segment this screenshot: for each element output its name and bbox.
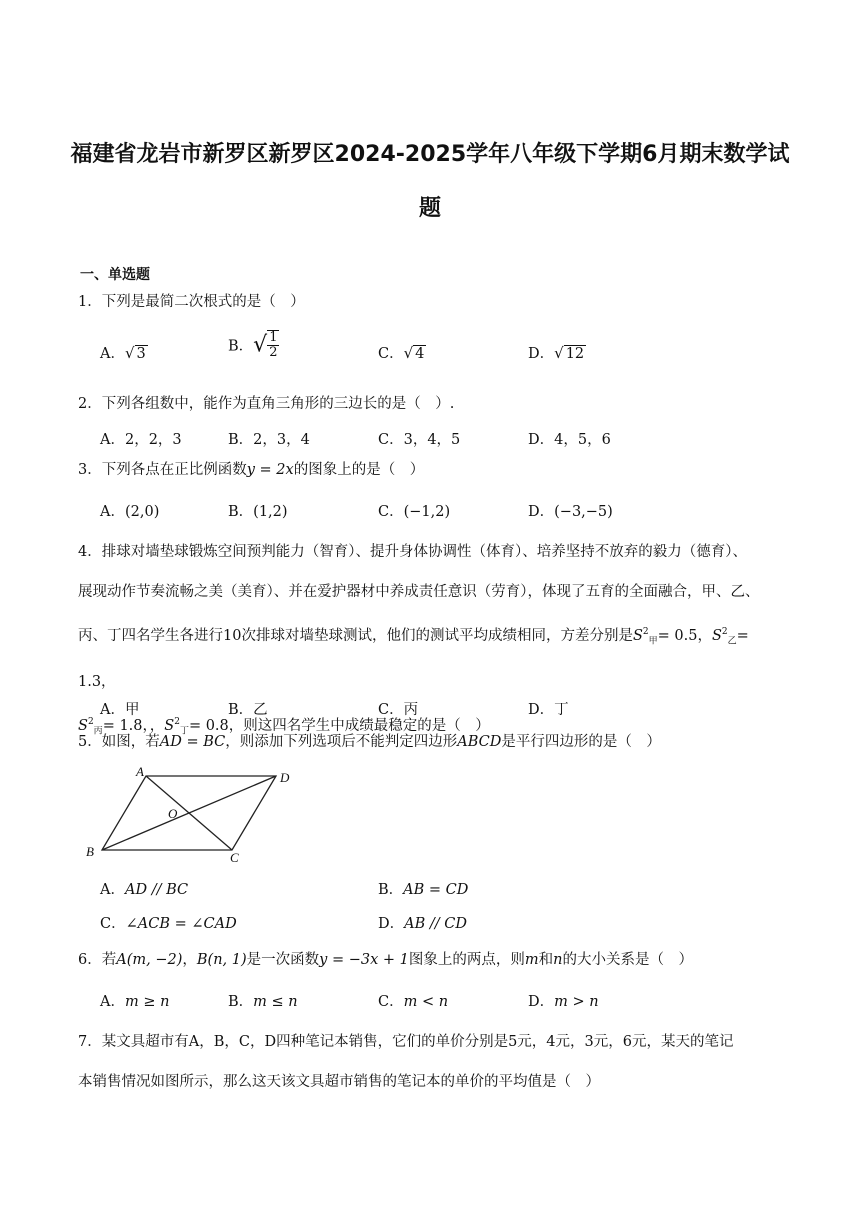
q1-option-b: B．√ $\frac{1}{2}$ bbox=[228, 330, 278, 360]
q3-option-d: D．(−3,−5) bbox=[528, 504, 613, 520]
q1-b-fraction: $\frac{1}{2}$ bbox=[269, 330, 278, 360]
title-line-1: 福建省龙岩市新罗区新罗区2024-2025学年八年级下学期6月期末数学试 bbox=[70, 142, 790, 167]
q2-option-a: A．2，2，3 bbox=[100, 432, 182, 448]
q2-option-b: B．2，3，4 bbox=[228, 432, 310, 448]
q2-option-d: D．4，5，6 bbox=[528, 432, 611, 448]
vertex-label-d: D bbox=[280, 770, 290, 785]
q5-option-b: B．AB = CD bbox=[378, 882, 469, 898]
question-1-stem: 1．下列是最简二次根式的是（ ） bbox=[78, 294, 305, 310]
q1-option-d: D．√ 12 bbox=[528, 344, 585, 362]
q1-option-a: A．√ 3 bbox=[100, 344, 146, 362]
q1-option-c: C．√ 4 bbox=[378, 344, 425, 362]
q1-a-radicand: 3 bbox=[136, 346, 146, 362]
center-label-o: O bbox=[168, 806, 178, 821]
vertex-label-c: C bbox=[230, 850, 239, 864]
q4-option-c: C．丙 bbox=[378, 702, 419, 718]
q5-option-c: C．∠ACB = ∠CAD bbox=[100, 916, 237, 932]
vertex-label-b: B bbox=[86, 844, 94, 859]
question-2-stem: 2．下列各组数中，能作为直角三角形的三边长的是（ ）. bbox=[78, 396, 455, 412]
q6-option-d: D．m > n bbox=[528, 994, 599, 1010]
q5-option-a: A．AD // BC bbox=[100, 882, 189, 898]
q6-option-b: B．m ≤ n bbox=[228, 994, 298, 1010]
q4-option-a: A．甲 bbox=[100, 702, 140, 718]
diagonal-bd bbox=[102, 776, 276, 850]
q3-option-c: C．(−1,2) bbox=[378, 504, 451, 520]
question-6-stem: 6．若A(m, −2)，B(n, 1)是一次函数y = −3x + 1图象上的两点，则m和n的大小关系是（ ） bbox=[78, 952, 693, 968]
q4-option-b: B．乙 bbox=[228, 702, 268, 718]
q2-option-c: C．3，4，5 bbox=[378, 432, 461, 448]
question-3-stem: 3．下列各点在正比例函数y = 2x的图象上的是（ ） bbox=[78, 462, 425, 478]
title-line-2: 题 bbox=[418, 196, 441, 221]
vertex-label-a: A bbox=[136, 764, 144, 779]
question-4-stem: 4．排球对墙垫球锻炼空间预判能力（智育）、提升身体协调性（体育）、培养坚持不放弃的毅力（德育）、 展现动作节奏流畅之美（美育）、并在爱护器材中养成责任意识（劳育），体现了五育的全面融合，甲、乙、 丙、丁四名学生各进行10次排球对墙垫球测试，他们的测试平均成绩相同，方差分别是$S^2_甲= 0.5$，$S^2_乙= 1.3$， $S^2_丙= 1.8$，，$S^2_丁= 0.8$，则这四名学生中成绩最稳定的是（ ） bbox=[78, 544, 760, 737]
q3-option-b: B．(1,2) bbox=[228, 504, 288, 520]
question-7-stem: 7．某文具超市有A，B，C，D四种笔记本销售，它们的单价分别是5元，4元，3元，6元，某天的笔记 本销售情况如图所示，那么这天该文具超市销售的笔记本的单价的平均值是（ ） bbox=[78, 1034, 734, 1090]
q4-option-d: D．丁 bbox=[528, 702, 569, 718]
document-title bbox=[60, 128, 800, 236]
q5-option-d: D．AB // CD bbox=[378, 916, 467, 932]
question-5-stem: 5．如图，若AD = BC，则添加下列选项后不能判定四边形ABCD是平行四边形的是（ ） bbox=[78, 734, 661, 750]
q6-option-a: A．m ≥ n bbox=[100, 994, 170, 1010]
section-heading: 一、单选题 bbox=[80, 267, 150, 283]
q6-option-c: C．m < n bbox=[378, 994, 449, 1010]
q3-option-a: A．(2,0) bbox=[100, 504, 160, 520]
parallelogram-figure bbox=[80, 764, 310, 864]
